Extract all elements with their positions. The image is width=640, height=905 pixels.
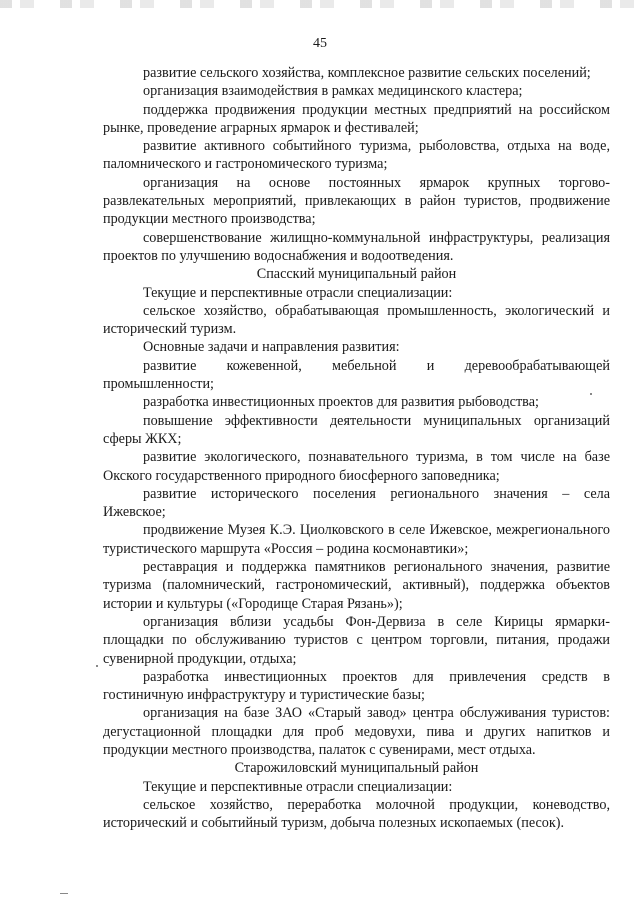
paragraph: Текущие и перспективные отрасли специализации: <box>143 284 453 301</box>
section-heading: Спасский муниципальный район <box>256 266 457 283</box>
paragraph: организация вблизи усадьбы Фон-Дервиза в селе Кирицы ярмарки-площадки по обслуживанию туристов с центром торговли, питания, продажи сувенирной продукции, отдыха; <box>103 613 610 667</box>
scan-speck <box>590 393 592 395</box>
paragraph: развитие кожевенной, мебельной и деревообрабатывающей промышленности; <box>103 357 610 393</box>
paragraph: развитие активного событийного туризма, рыболовства, отдыха на воде, паломнического и гастрономического туризма; <box>103 138 610 173</box>
page-number: 45 <box>313 36 327 51</box>
paragraph: совершенствование жилищно-коммунальной инфраструктуры, реализация проектов по улучшению водоснабжения и водоотведения. <box>103 229 610 264</box>
paragraph: сельское хозяйство, переработка молочной продукции, коневодство, исторический и событийный туризм, добыча полезных ископаемых (песок). <box>103 796 610 832</box>
paragraph: повышение эффективности деятельности муниципальных организаций сферы ЖКХ; <box>103 412 610 447</box>
document-body <box>103 64 610 832</box>
paragraph: продвижение Музея К.Э. Циолковского в селе Ижевское, межрегионального туристического маршрута «Россия – родина космонавтики»; <box>103 522 610 557</box>
section-heading: Старожиловский муниципальный район <box>234 760 479 777</box>
paragraph: поддержка продвижения продукции местных предприятий на российском рынке, проведение аграрных ярмарок и фестивалей; <box>103 101 610 136</box>
paragraph: организация на базе ЗАО «Старый завод» центра обслуживания туристов: дегустационной площадки для проб медовухи, пива и других напитков и продукции местного производства, палаток с сувенирами, мест отдыха. <box>103 705 610 758</box>
scan-speck <box>60 893 68 894</box>
paragraph: организация взаимодействия в рамках медицинского кластера; <box>143 83 523 100</box>
paragraph: реставрация и поддержка памятников регионального значения, развитие туризма (паломнический, гастрономический, активный), поддержка объектов истории и культуры («Городище Старая Рязань»); <box>103 559 610 612</box>
paragraph: организация на основе постоянных ярмарок крупных торгово-развлекательных мероприятий, привлекающих в район туристов, продвижение продукции местного производства; <box>103 174 610 228</box>
scan-speck <box>96 665 98 667</box>
scan-artifact-top <box>0 0 640 8</box>
paragraph: разработка инвестиционных проектов для развития рыбоводства; <box>143 394 539 411</box>
paragraph: развитие экологического, познавательного туризма, в том числе на базе Окского государственного природного биосферного заповедника; <box>103 449 610 484</box>
paragraph: Основные задачи и направления развития: <box>143 339 400 356</box>
paragraph: Текущие и перспективные отрасли специализации: <box>143 778 453 795</box>
paragraph: сельское хозяйство, обрабатывающая промышленность, экологический и исторический туризм. <box>103 302 610 338</box>
paragraph: развитие исторического поселения регионального значения – села Ижевское; <box>103 485 610 521</box>
paragraph: разработка инвестиционных проектов для привлечения средств в гостиничную инфраструктуру и туристические базы; <box>103 668 610 704</box>
paragraph: развитие сельского хозяйства, комплексное развитие сельских поселений; <box>143 65 591 81</box>
